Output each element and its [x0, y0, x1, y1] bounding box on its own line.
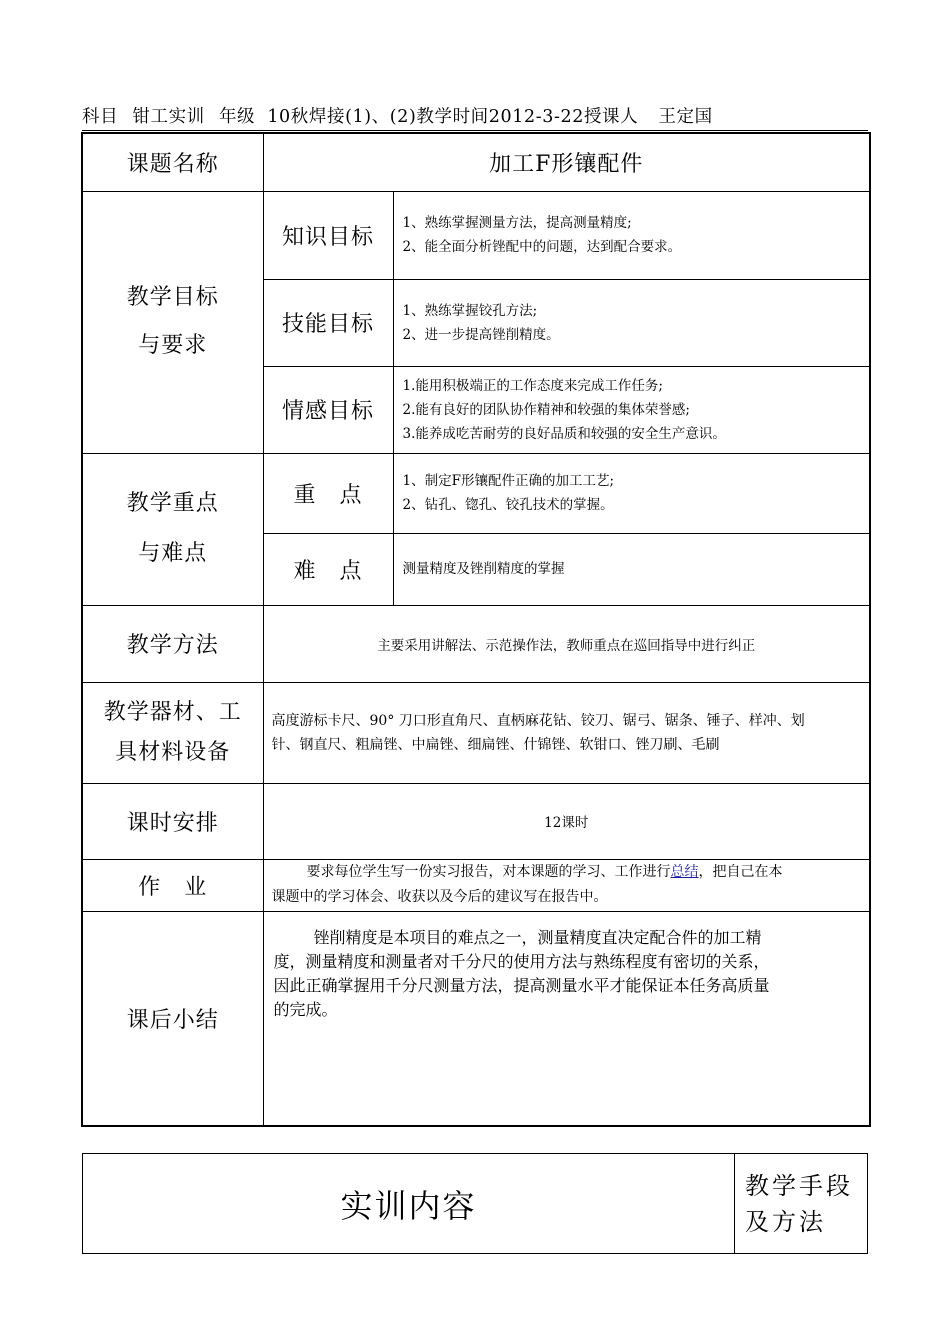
homework-label: 作 业 — [82, 859, 263, 911]
emotion-item: 3.能养成吃苦耐劳的良好品质和较强的安全生产意识。 — [402, 425, 726, 442]
focus-item: 1、制定F形镶配件正确的加工工艺; — [402, 473, 615, 489]
summary-line: 的完成。 — [273, 999, 338, 1019]
summary-content — [263, 911, 870, 1126]
equipment-line1: 高度游标卡尺、90° 刀口形直角尺、直柄麻花钻、铰刀、锯弓、锯条、锤子、样冲、划 — [271, 712, 805, 729]
homework-line1 — [272, 860, 862, 885]
equipment-row — [82, 682, 870, 783]
schedule-row — [82, 783, 870, 859]
focus-item: 2、钻孔、锪孔、铰孔技术的掌握。 — [402, 497, 614, 513]
time-value: 2012-3-22 — [488, 107, 584, 127]
difficulty-label: 难 点 — [263, 533, 393, 605]
emotion-item: 1.能用积极端正的工作态度来完成工作任务; — [402, 377, 663, 394]
training-method-label — [735, 1154, 868, 1254]
equipment-label — [82, 682, 263, 783]
key-points-label-line2: 与难点 — [138, 541, 208, 566]
difficulty-content: 测量精度及锉削精度的掌握 — [393, 533, 870, 605]
schedule-label: 课时安排 — [82, 783, 263, 859]
subject-value: 钳工实训 — [132, 107, 205, 127]
emotion-item: 2.能有良好的团队协作精神和较强的集体荣誉感; — [402, 401, 690, 418]
subject-label: 科目 — [82, 107, 119, 127]
topic-label: 课题名称 — [82, 133, 263, 191]
knowledge-label: 知识目标 — [263, 191, 393, 279]
skill-label: 技能目标 — [263, 279, 393, 366]
training-method-line1: 教学手段 — [745, 1171, 853, 1200]
objectives-label-line2: 与要求 — [138, 333, 208, 358]
topic-value: 加工F形镶配件 — [263, 133, 870, 191]
knowledge-item: 1、熟练掌握测量方法，提高测量精度; — [402, 215, 632, 231]
objectives-label — [82, 191, 263, 453]
equipment-label-line2: 具材料设备 — [115, 739, 231, 765]
lesson-plan-table — [81, 132, 871, 1127]
method-row — [82, 605, 870, 682]
focus-row — [82, 453, 870, 533]
method-content: 主要采用讲解法、示范操作法，教师重点在巡回指导中进行纠正 — [263, 605, 870, 682]
header-info-line — [82, 104, 868, 131]
knowledge-row — [82, 191, 870, 279]
summary-label: 课后小结 — [82, 911, 263, 1126]
teacher-value: 王定国 — [658, 107, 713, 127]
key-points-label — [82, 453, 263, 605]
skill-content — [393, 279, 870, 366]
training-header-row — [83, 1154, 868, 1254]
time-label: 教学时间 — [416, 107, 489, 127]
grade-value: 10秋焊接(1)、(2) — [267, 107, 417, 127]
homework-text-before: 要求每位学生写一份实习报告，对本课题的学习、工作进行 — [306, 864, 671, 880]
knowledge-content — [393, 191, 870, 279]
training-content-label: 实训内容 — [83, 1154, 735, 1254]
summary-line: 因此正确掌握用千分尺测量方法，提高测量水平才能保证本任务高质量 — [273, 975, 770, 995]
knowledge-item: 2、能全面分析锉配中的问题，达到配合要求。 — [402, 239, 682, 255]
summary-row — [82, 911, 870, 1126]
emotion-content — [393, 366, 870, 453]
training-content-table — [82, 1153, 868, 1254]
equipment-line2: 针、钢直尺、粗扁锉、中扁锉、细扁锉、什锦锉、软钳口、锉刀刷、毛刷 — [271, 736, 720, 753]
objectives-label-line1: 教学目标 — [126, 285, 219, 310]
summary-line: 锉削精度是本项目的难点之一，测量精度直决定配合件的加工精 — [313, 927, 762, 947]
focus-label: 重 点 — [263, 453, 393, 533]
equipment-label-line1: 教学器材、工 — [103, 699, 242, 725]
focus-content — [393, 453, 870, 533]
summary-link[interactable]: 总结 — [670, 864, 699, 880]
training-method-line2: 及方法 — [745, 1207, 826, 1236]
grade-label: 年级 — [218, 107, 256, 127]
homework-text-after: ，把自己在本 — [698, 864, 783, 880]
method-label: 教学方法 — [82, 605, 263, 682]
homework-row — [82, 859, 870, 911]
homework-content — [263, 859, 870, 911]
topic-row — [82, 133, 870, 191]
equipment-content — [263, 682, 870, 783]
schedule-content: 12课时 — [263, 783, 870, 859]
key-points-label-line1: 教学重点 — [126, 491, 219, 516]
skill-item: 2、进一步提高锉削精度。 — [402, 326, 560, 343]
teacher-label: 授课人 — [583, 107, 639, 127]
summary-line: 度，测量精度和测量者对千分尺的使用方法与熟练程度有密切的关系， — [273, 951, 770, 971]
emotion-label: 情感目标 — [263, 366, 393, 453]
skill-item: 1、熟练掌握铰孔方法; — [402, 302, 538, 319]
homework-line2: 课题中的学习体会、收获以及今后的建议写在报告中。 — [271, 889, 608, 905]
